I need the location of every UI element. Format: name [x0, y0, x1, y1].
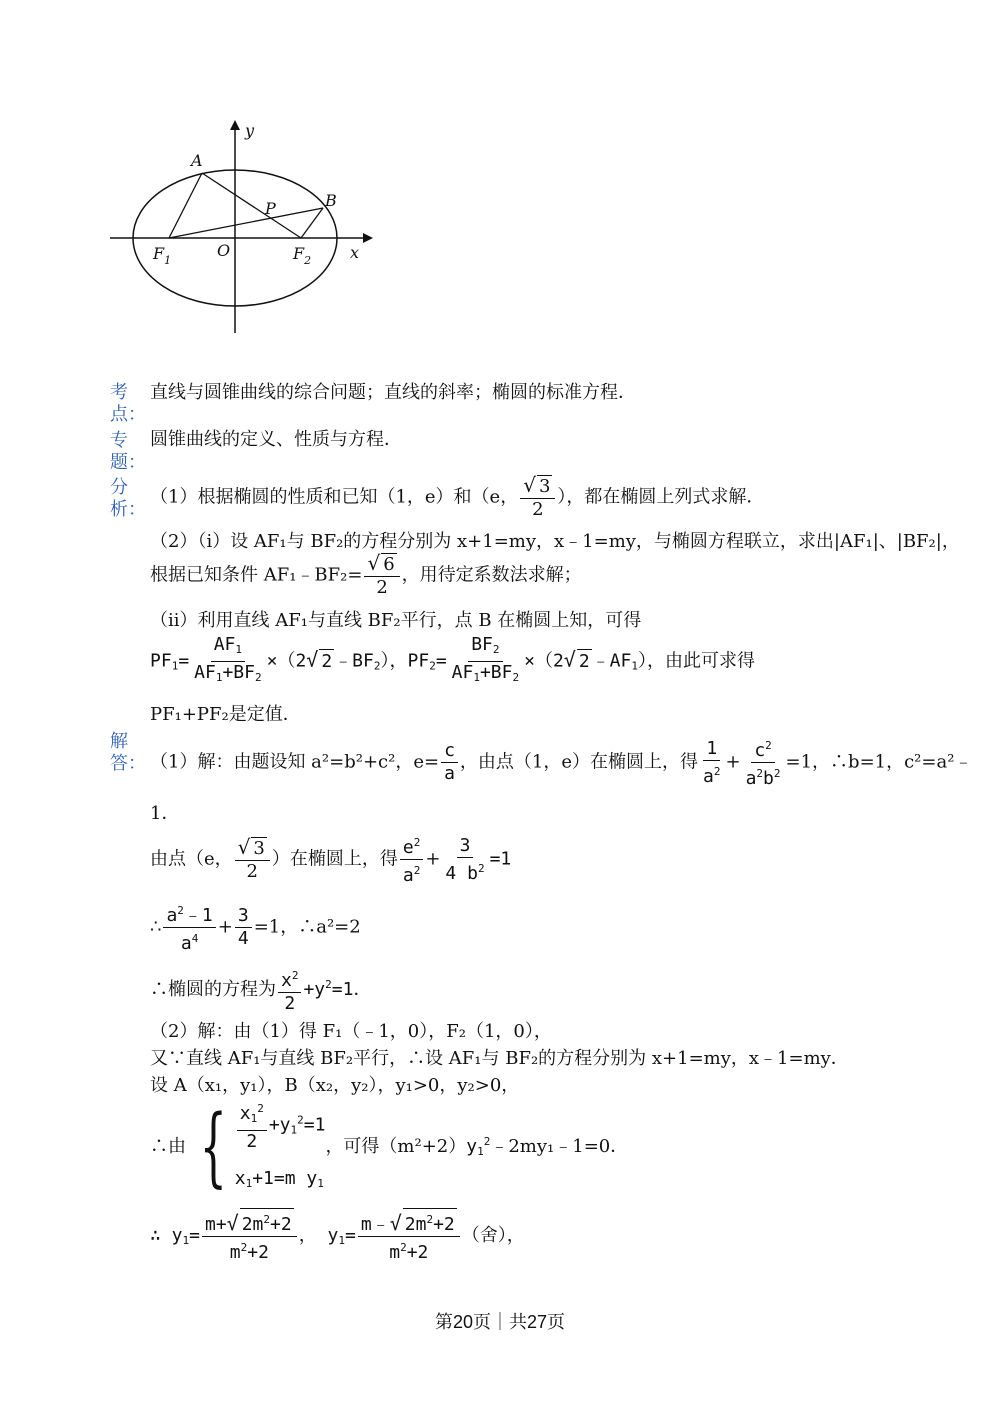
fenxi-line-2: （2）（i）设 AF₁与 BF₂的方程分别为 x+1=my，x﹣1=my，与椭圆方程联立，求出|AF₁|、|BF₂|， — [150, 531, 960, 552]
y-axis-arrow — [230, 120, 240, 130]
segment-BF2 — [301, 208, 323, 238]
jieda-line-7: 又∵直线 AF₁与直线 BF₂平行，∴设 AF₁与 BF₂的方程分别为 x+1=my，x﹣1=my． — [150, 1048, 849, 1069]
label-F1: $F_1$ — [153, 244, 172, 267]
sqrt6-over-2: $\frac{√ 6}{2}$ — [364, 552, 399, 599]
section-label-zhuanti: 专 题： — [110, 430, 146, 473]
fenxi-line-1: （1）根据椭圆的性质和已知（1，e）和（e， $\frac{√ 3}{2}$ ），都在椭圆上列式求解． — [150, 473, 765, 520]
jieda-line-10: ∴ $y_1=$ $\frac{m+√ 2m^2+2}{m^2+2}$ ， $y_1=$ $\frac{m﹣√ 2m^2+2}{m^2+2}$ （舍）， — [150, 1208, 525, 1264]
section-label-fenxi: 分 析： — [110, 477, 146, 520]
jieda-line-2: 1． — [150, 803, 180, 824]
label-F2: $F_2$ — [293, 244, 312, 267]
label-P: P — [265, 199, 276, 218]
jieda-line-5: ∴椭圆的方程为 $\frac{x^2}{2}$ $+y^2=1$． — [150, 965, 371, 1015]
label-y: y — [245, 121, 255, 140]
kaodian-text: 直线与圆锥曲线的综合问题；直线的斜率；椭圆的标准方程． — [150, 382, 636, 403]
fenxi-line-3: 根据已知条件 AF₁﹣BF₂= $\frac{√ 6}{2}$ ，用待定系数法求解； — [150, 551, 582, 598]
jieda-line-1: （1）解：由题设知 a²=b²+c²，e= $\frac{c}{a}$ ，由点（1，e）在椭圆上，得 $\frac{1}{a^2}$ + $\frac{c^2}{a^2b^2}$ =1，∴b=1，c²=a²﹣ — [150, 735, 972, 790]
section-label-kaodian: 考 点： — [110, 382, 146, 425]
jieda-line-4: ∴ $\frac{a^2﹣1}{a^4}$ + $\frac{3}{4}$ =1，∴a²=2 — [150, 900, 361, 955]
label-A: A — [191, 151, 203, 170]
jieda-line-3: 由点（e， $\frac{√ 3}{2}$ ）在椭圆上，得 $\frac{e^2}{a^2}$ + $\frac{3}{4 b^2}$ =1 — [150, 832, 511, 887]
label-B: B — [325, 191, 337, 210]
page-footer: 第20页｜共27页 — [434, 1312, 566, 1332]
section-label-jieda: 解 答： — [110, 731, 146, 774]
segment-BF1 — [169, 208, 323, 238]
zhuanti-text: 圆锥曲线的定义、性质与方程． — [150, 429, 402, 450]
ellipse-figure — [105, 118, 375, 343]
jieda-line-6: （2）解：由（1）得 F₁（﹣1，0），F₂（1，0）， — [150, 1021, 552, 1042]
fenxi-line-4: （ii）利用直线 AF₁与直线 BF₂平行，点 B 在椭圆上知，可得 — [150, 610, 642, 631]
jieda-line-9: ∴由 { $\frac{x_1^2}{2}$ $+y_1^2=1$ $x_1+1=m$ $y_1$ ，可得$(m^2+2)y_1^2﹣2my_1﹣1=0$． — [150, 1097, 629, 1197]
sqrt3-over-2: $\frac{√ 3}{2}$ — [520, 474, 555, 521]
x-axis-arrow — [363, 233, 373, 243]
fenxi-line-5-formula: $PF_1=$ $\frac{AF_1}{AF_1+BF_2}$ ×（2√ 2 $﹣BF_2$），$PF_2=$ $\frac{BF_2}{AF_1+BF_2}$ ×（2√ 2 $﹣AF_1$），由此可求得 — [150, 634, 755, 684]
label-O: O — [217, 241, 231, 260]
jieda-line-8: 设 A（x₁，y₁），B（x₂，y₂），y₁>0，y₂>0， — [150, 1075, 520, 1096]
label-x: x — [350, 243, 360, 262]
fenxi-line-6: PF₁+PF₂是定值． — [150, 704, 301, 725]
